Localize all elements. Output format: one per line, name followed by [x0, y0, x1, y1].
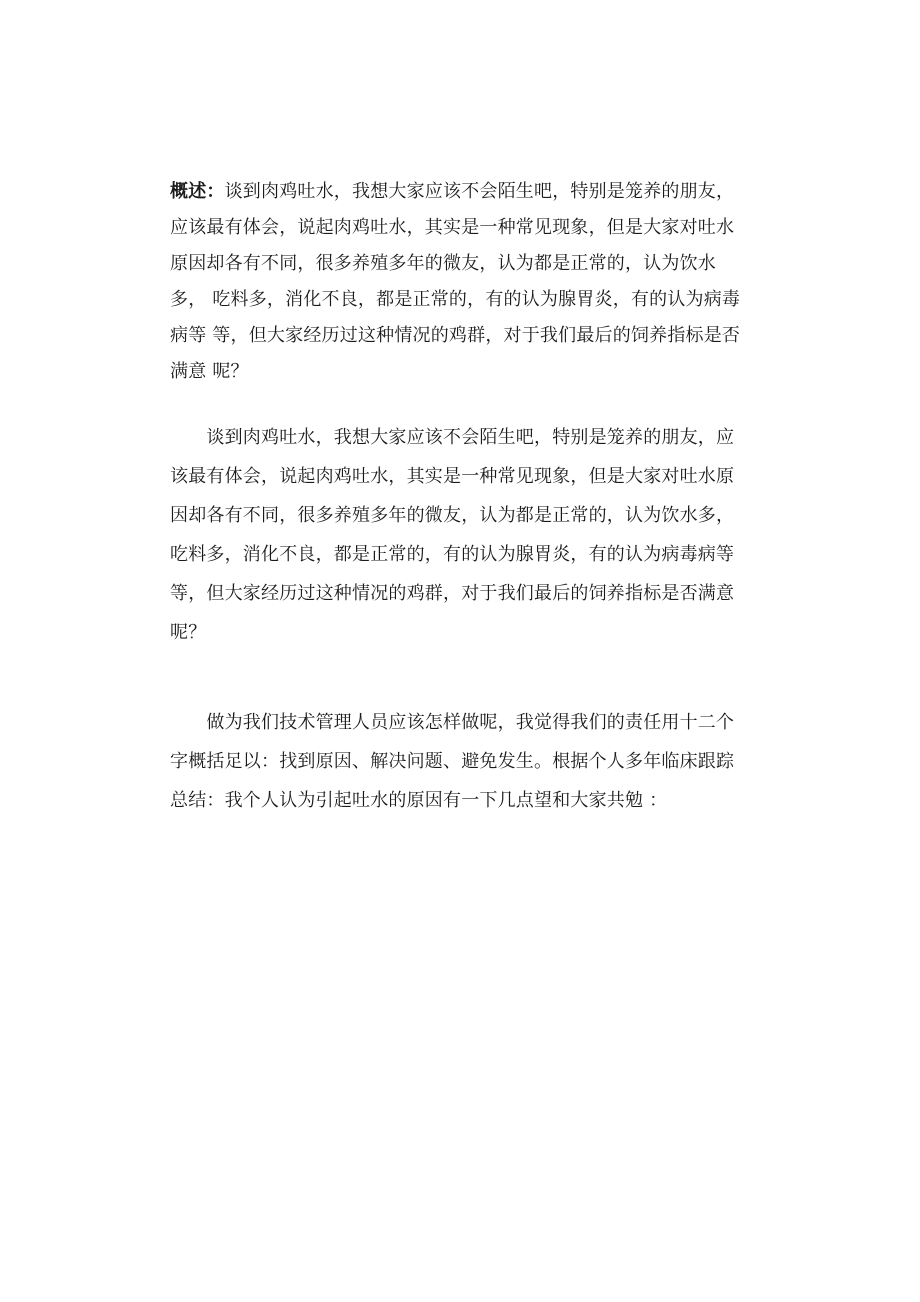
paragraph-line: 等，但大家经历过这种情况的鸡群，对于我们最后的饲养指标是否满意 — [170, 583, 735, 604]
paragraph-line: 做为我们技术管理人员应该怎样做呢，我觉得我们的责任用十二个 — [170, 712, 735, 733]
summary-line: 满意 呢？ — [170, 361, 249, 382]
paragraph-line: 该最有体会，说起肉鸡吐水，其实是一种常见现象，但是大家对吐水原 — [170, 466, 735, 487]
body-paragraph-1 — [170, 423, 760, 657]
paragraph-line: 总结：我个人认为引起吐水的原因有一下几点望和大家共勉 ： — [170, 790, 668, 811]
paragraph-line: 字概括足以：找到原因、解决问题、避免发生。根据个人多年临床跟踪 — [170, 751, 735, 772]
summary-paragraph — [170, 177, 760, 393]
body-paragraph-2 — [170, 708, 760, 825]
paragraph-line: 呢？ — [170, 622, 207, 643]
summary-line: 原因却各有不同，很多养殖多年的微友，认为都是正常的，认为饮水 — [170, 253, 716, 274]
summary-line: 多， 吃料多，消化不良，都是正常的，有的认为腺胃炎，有的认为病毒 — [170, 289, 741, 310]
summary-label: 概述： — [170, 181, 225, 202]
summary-line — [170, 177, 760, 207]
summary-line: 病等 等，但大家经历过这种情况的鸡群，对于我们最后的饲养指标是否 — [170, 325, 741, 346]
paragraph-line: 谈到肉鸡吐水，我想大家应该不会陌生吧，特别是笼养的朋友，应 — [170, 427, 735, 448]
summary-line-text: 谈到肉鸡吐水，我想大家应该不会陌生吧，特别是笼养的朋友， — [224, 181, 735, 202]
paragraph-line: 因却各有不同，很多养殖多年的微友，认为都是正常的，认为饮水多， — [170, 505, 735, 526]
paragraph-line: 吃料多，消化不良，都是正常的，有的认为腺胃炎，有的认为病毒病等 — [170, 544, 735, 565]
summary-line: 应该最有体会，说起肉鸡吐水，其实是一种常见现象，但是大家对吐水 — [170, 217, 735, 238]
